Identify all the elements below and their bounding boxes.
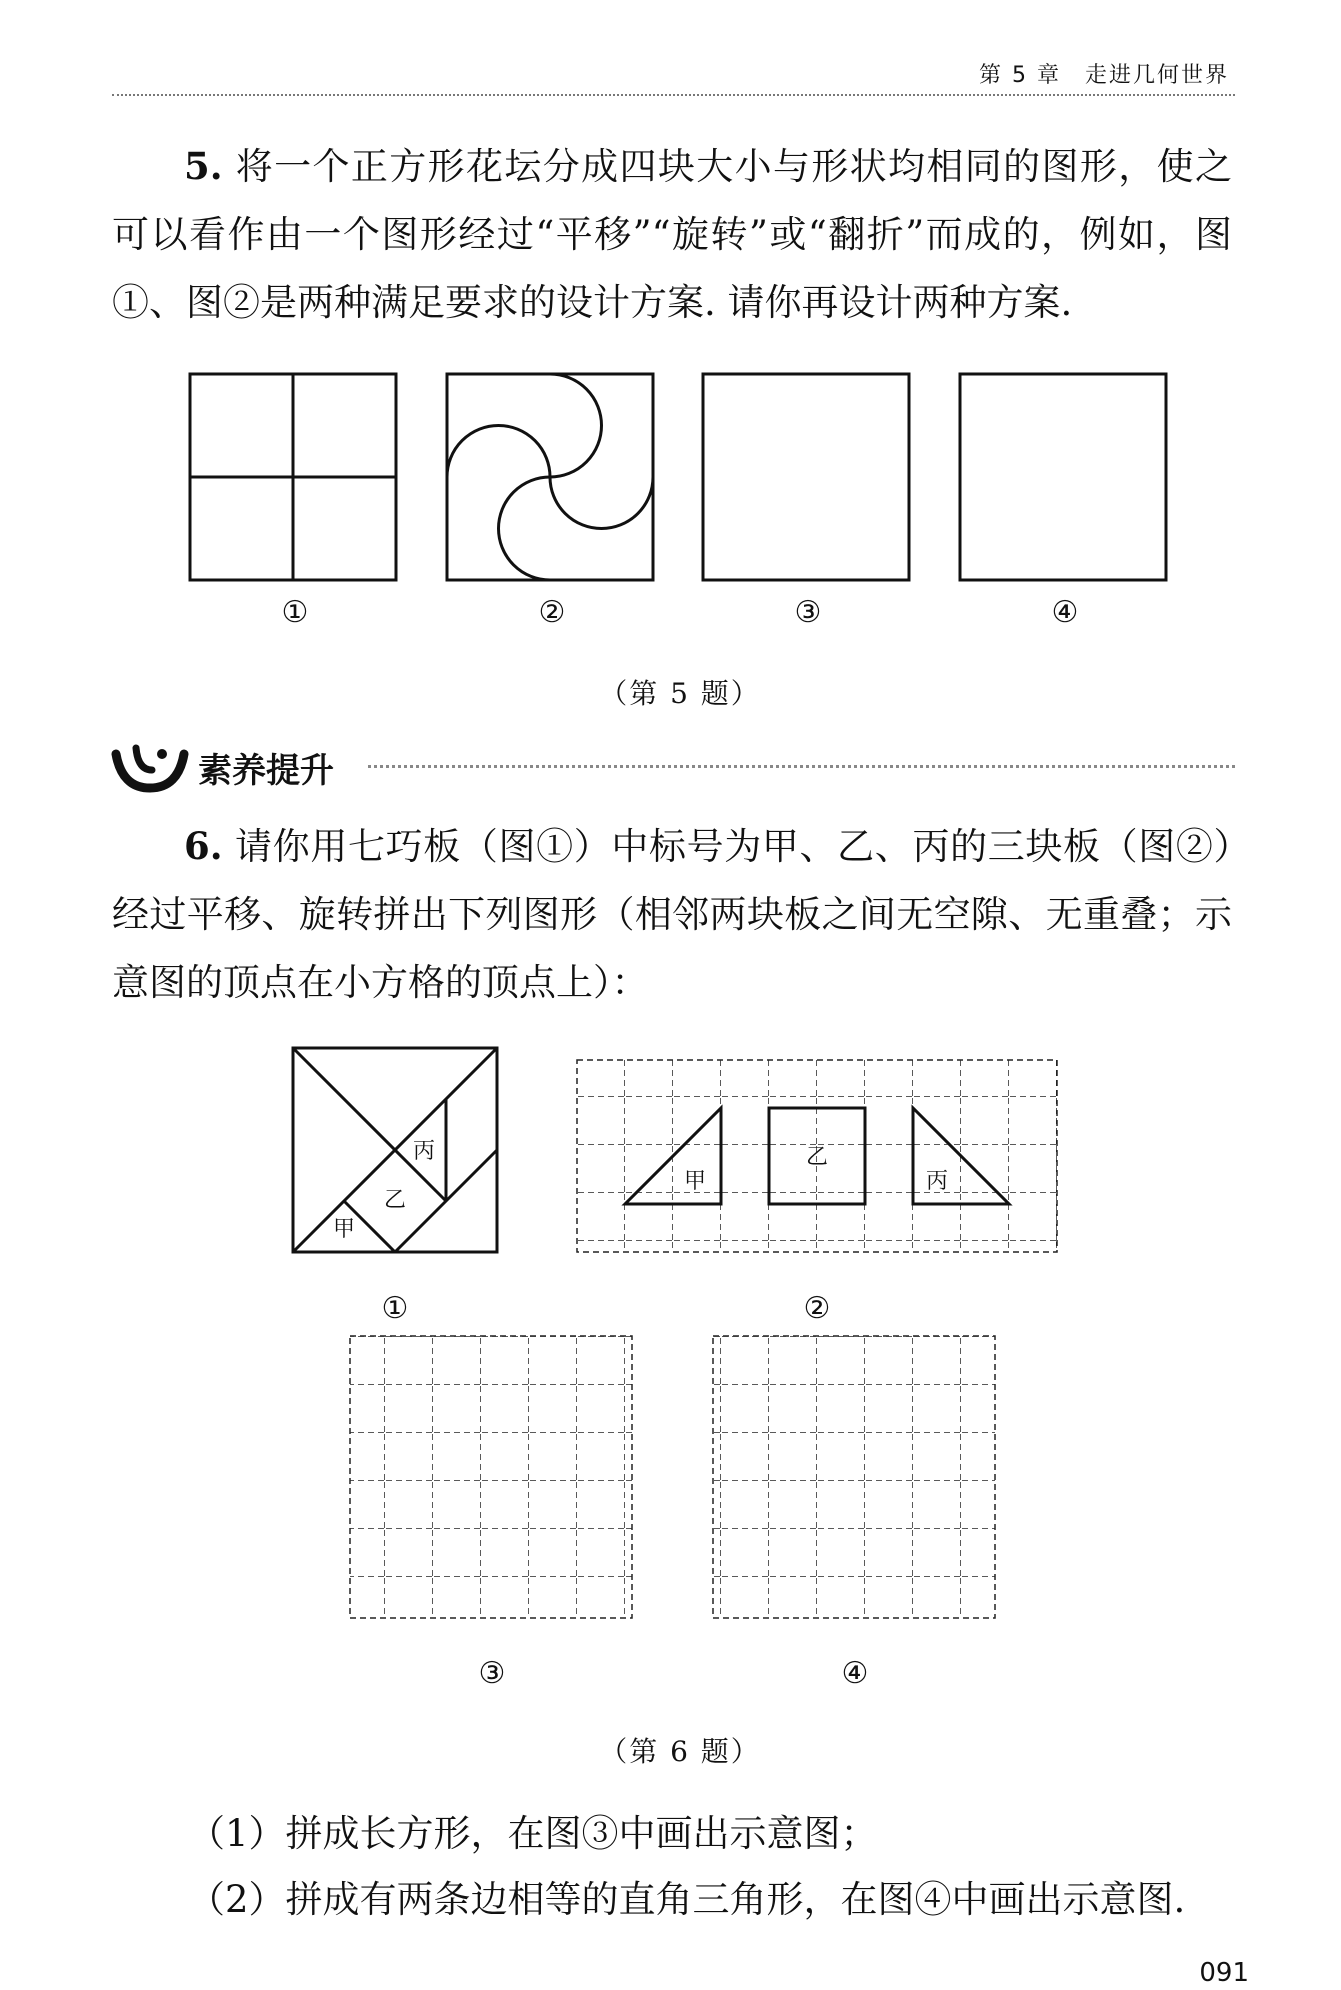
section-title: 素养提升 xyxy=(198,751,334,791)
q6-fig1-jia-label: 甲 xyxy=(332,1217,356,1242)
q6-sub-question-2: （2）拼成有两条边相等的直角三角形，在图④中画出示意图. xyxy=(188,1878,1186,1921)
q6-figure-1-tangram xyxy=(293,1048,497,1252)
chapter-header: 第 5 章 走进几何世界 xyxy=(979,63,1229,88)
q5-figure-1 xyxy=(190,374,396,580)
section-divider xyxy=(368,765,1235,768)
q5-figure-4 xyxy=(960,374,1166,580)
q5-caption: （第 5 题） xyxy=(599,677,761,710)
q6-caption: （第 6 题） xyxy=(599,1735,761,1768)
question-5-figures xyxy=(0,0,1341,700)
q5-figure-2-label: ② xyxy=(538,595,566,630)
q5-figure-1-label: ① xyxy=(281,595,309,630)
q6-figure-4-grid xyxy=(713,1336,995,1618)
question-5-number: 5. xyxy=(184,144,223,188)
q6-fig1-bing-label: 丙 xyxy=(412,1139,436,1164)
q5-figure-3 xyxy=(703,374,909,580)
page-number: 091 xyxy=(1199,1958,1249,1988)
q6-fig2-yi-label: 乙 xyxy=(805,1145,829,1170)
question-5-text: 将一个正方形花坛分成四块大小与形状均相同的图形，使之可以看作由一个图形经过“平移”“旋转”或“翻折”而成的，例如，图①、图②是两种满足要求的设计方案. 请你再设计两种方案. xyxy=(112,145,1233,324)
section-logo-icon xyxy=(110,738,190,796)
q6-figure-3-label: ③ xyxy=(478,1656,506,1691)
question-6-number: 6. xyxy=(184,824,223,868)
q5-figure-3-label: ③ xyxy=(794,595,822,630)
q6-figure-3-grid xyxy=(350,1336,632,1618)
q6-fig2-jia-label: 甲 xyxy=(683,1169,707,1194)
q6-sub-question-1: （1）拼成长方形，在图③中画出示意图； xyxy=(188,1812,878,1855)
question-6 xyxy=(112,812,1232,1017)
q5-figure-2 xyxy=(447,374,653,580)
q6-figure-4-label: ④ xyxy=(841,1656,869,1691)
q6-figure-1-label: ① xyxy=(381,1291,409,1326)
question-6-text: 请你用七巧板（图①）中标号为甲、乙、丙的三块板（图②）经过平移、旋转拼出下列图形（相邻两块板之间无空隙、无重叠；示意图的顶点在小方格的顶点上）： xyxy=(112,825,1233,1004)
q6-fig2-bing-label: 丙 xyxy=(925,1169,949,1194)
question-6-figures xyxy=(0,1000,1341,1680)
q6-figure-2-label: ② xyxy=(803,1291,831,1326)
q6-fig1-yi-label: 乙 xyxy=(383,1188,407,1213)
q5-figure-4-label: ④ xyxy=(1051,595,1079,630)
